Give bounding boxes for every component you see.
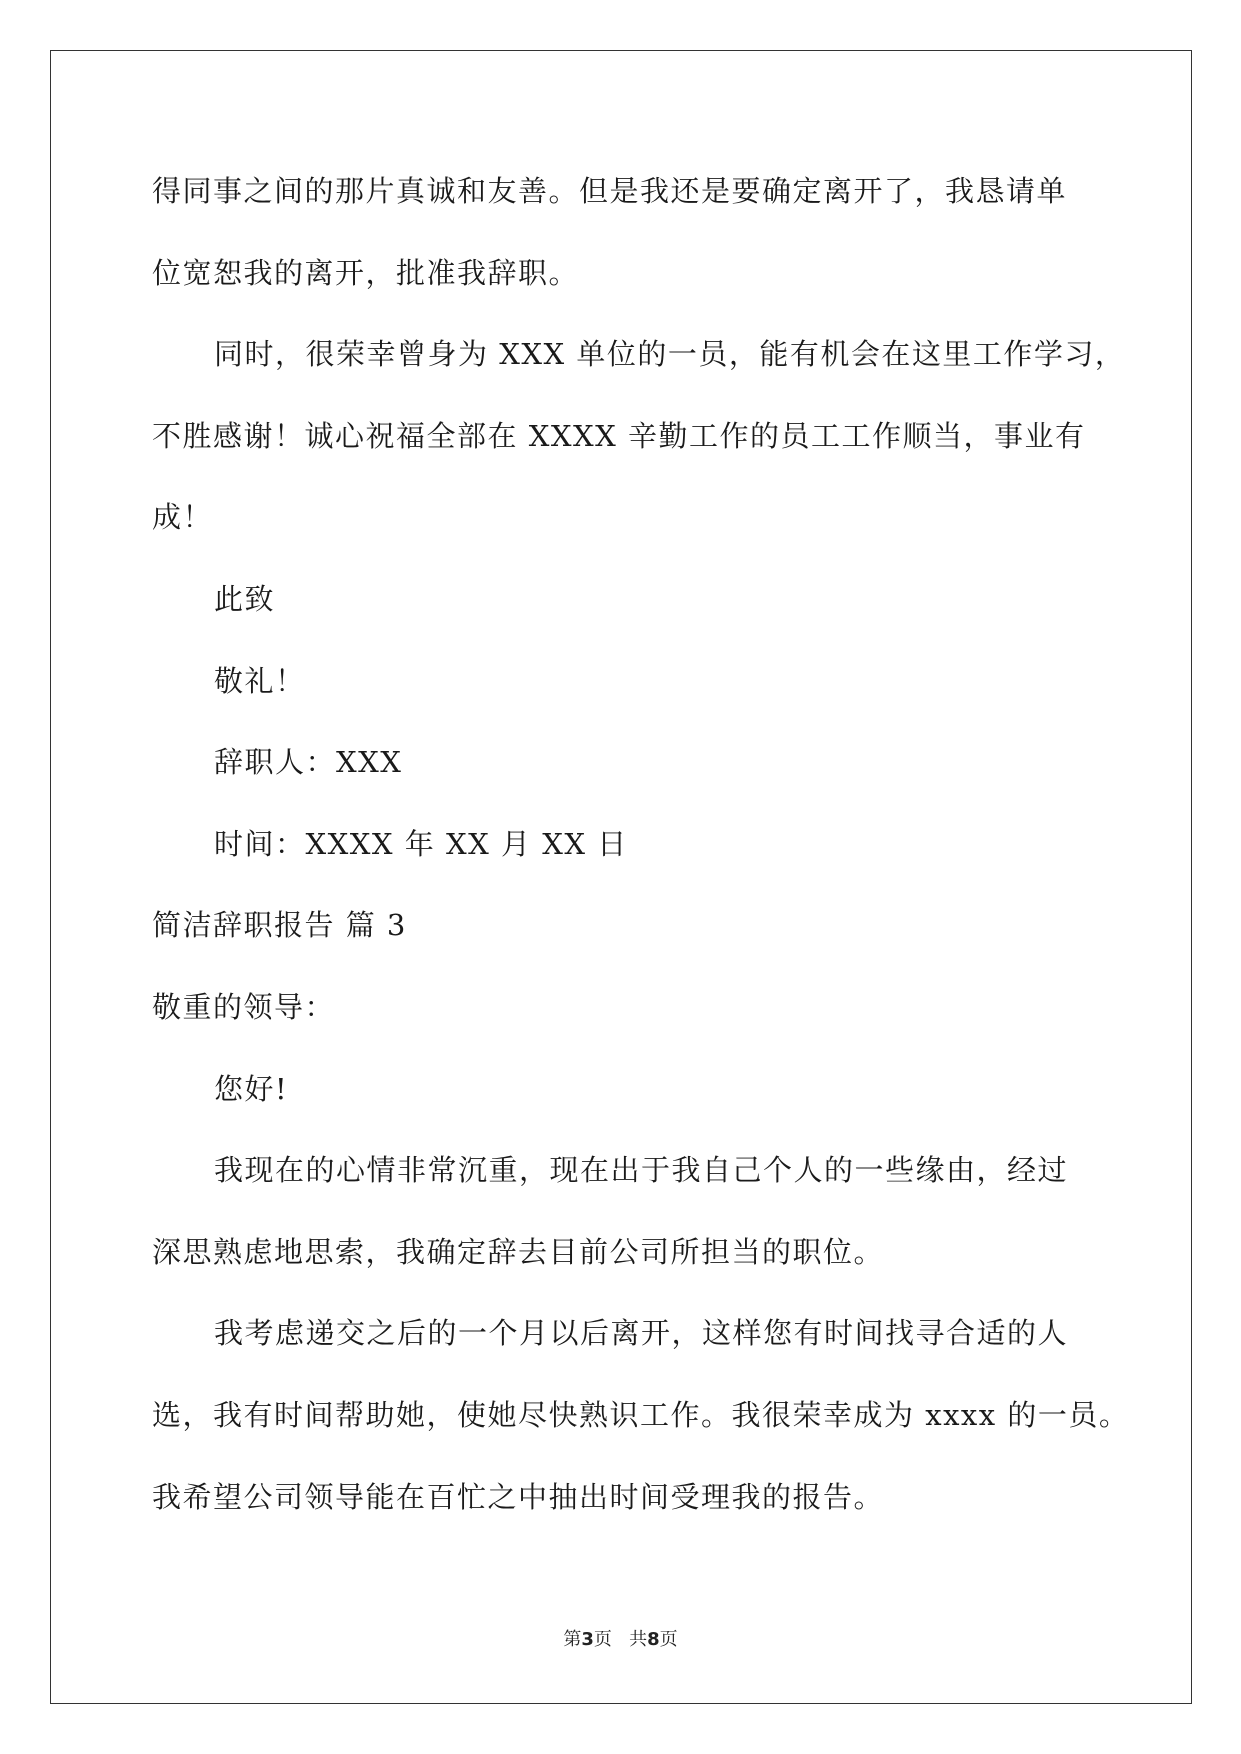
text-line: 同时，很荣幸曾身为 XXX 单位的一员，能有机会在这里工作学习，	[214, 337, 1126, 372]
signature-date: 时间：XXXX 年 XX 月 XX 日	[214, 826, 628, 861]
total-page-number: 8	[647, 1629, 660, 1650]
signature-name: 辞职人：XXX	[214, 745, 403, 780]
page-footer	[0, 1625, 1241, 1651]
section-heading: 简洁辞职报告 篇 3	[152, 908, 407, 943]
footer-prefix: 第	[563, 1629, 582, 1650]
text-line: 选，我有时间帮助她，使她尽快熟识工作。我很荣幸成为 xxxx 的一员。	[152, 1397, 1130, 1432]
text-line: 我考虑递交之后的一个月以后离开，这样您有时间找寻合适的人	[214, 1316, 1069, 1351]
text-line: 我现在的心情非常沉重，现在出于我自己个人的一些缘由，经过	[214, 1153, 1069, 1188]
closing-salutation: 此致	[214, 581, 276, 616]
text-line: 不胜感谢！诚心祝福全部在 XXXX 辛勤工作的员工工作顺当，事业有	[152, 418, 1086, 453]
letter-greeting: 敬重的领导：	[152, 989, 336, 1024]
text-line: 我希望公司领导能在百忙之中抽出时间受理我的报告。	[152, 1479, 885, 1514]
text-line: 成！	[152, 500, 214, 535]
current-page-number: 3	[581, 1629, 594, 1650]
footer-mid: 页 共	[593, 1629, 648, 1650]
text-line: 您好!	[214, 1071, 289, 1106]
text-line: 位宽恕我的离开，批准我辞职。	[152, 255, 580, 290]
closing-regards: 敬礼！	[214, 663, 306, 698]
footer-suffix: 页	[659, 1629, 678, 1650]
document-body	[152, 162, 1130, 1549]
text-line: 深思熟虑地思索，我确定辞去目前公司所担当的职位。	[152, 1234, 885, 1269]
text-line: 得同事之间的那片真诚和友善。但是我还是要确定离开了，我恳请单	[152, 174, 1068, 208]
